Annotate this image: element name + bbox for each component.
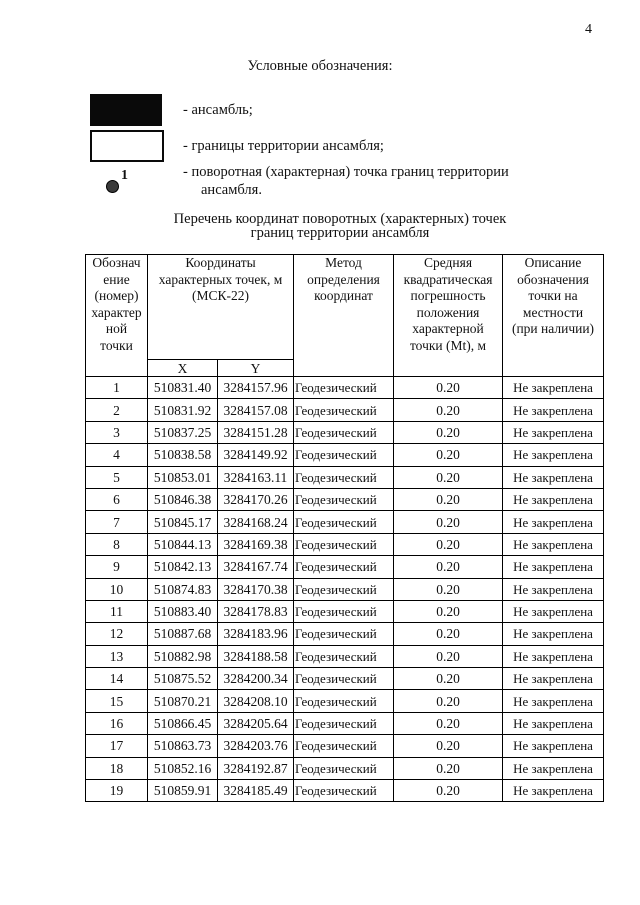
mean-error-cell: 0.20 — [394, 511, 503, 533]
point-number-cell: 1 — [86, 377, 148, 399]
method-cell: Геодезический — [294, 533, 394, 555]
legend-item-ensemble: - ансамбль; — [183, 102, 253, 118]
x-coordinate-cell: 510831.40 — [148, 377, 218, 399]
header-x: X — [148, 360, 218, 377]
table-row — [86, 488, 604, 510]
x-coordinate-cell: 510866.45 — [148, 712, 218, 734]
description-cell: Не закреплена — [503, 377, 604, 399]
mean-error-cell: 0.20 — [394, 780, 503, 802]
description-cell: Не закреплена — [503, 444, 604, 466]
description-cell: Не закреплена — [503, 421, 604, 443]
description-cell: Не закреплена — [503, 668, 604, 690]
method-cell: Геодезический — [294, 488, 394, 510]
description-cell: Не закреплена — [503, 757, 604, 779]
x-coordinate-cell: 510874.83 — [148, 578, 218, 600]
method-cell: Геодезический — [294, 780, 394, 802]
header-point-number: Обознач ение (номер) характер ной точки — [86, 255, 148, 377]
description-cell: Не закреплена — [503, 466, 604, 488]
x-coordinate-cell: 510838.58 — [148, 444, 218, 466]
method-cell: Геодезический — [294, 645, 394, 667]
mean-error-cell: 0.20 — [394, 757, 503, 779]
y-coordinate-cell: 3284151.28 — [218, 421, 294, 443]
point-number-cell: 11 — [86, 600, 148, 622]
y-coordinate-cell: 3284149.92 — [218, 444, 294, 466]
table-row — [86, 556, 604, 578]
y-coordinate-cell: 3284200.34 — [218, 668, 294, 690]
description-cell: Не закреплена — [503, 556, 604, 578]
x-coordinate-cell: 510831.92 — [148, 399, 218, 421]
point-number-cell: 18 — [86, 757, 148, 779]
legend-item-turning-point-line2: ансамбля. — [201, 182, 262, 198]
page-number: 4 — [585, 22, 592, 37]
y-coordinate-cell: 3284192.87 — [218, 757, 294, 779]
description-cell: Не закреплена — [503, 488, 604, 510]
ensemble-symbol-icon — [90, 94, 162, 126]
x-coordinate-cell: 510875.52 — [148, 668, 218, 690]
table-row — [86, 600, 604, 622]
y-coordinate-cell: 3284157.96 — [218, 377, 294, 399]
table-row — [86, 511, 604, 533]
mean-error-cell: 0.20 — [394, 444, 503, 466]
table-row — [86, 735, 604, 757]
x-coordinate-cell: 510887.68 — [148, 623, 218, 645]
method-cell: Геодезический — [294, 377, 394, 399]
x-coordinate-cell: 510846.38 — [148, 488, 218, 510]
y-coordinate-cell: 3284208.10 — [218, 690, 294, 712]
method-cell: Геодезический — [294, 444, 394, 466]
point-number-cell: 6 — [86, 488, 148, 510]
x-coordinate-cell: 510842.13 — [148, 556, 218, 578]
y-coordinate-cell: 3284178.83 — [218, 600, 294, 622]
description-cell: Не закреплена — [503, 735, 604, 757]
legend-item-turning-point — [183, 163, 563, 199]
table-row — [86, 645, 604, 667]
boundary-symbol-icon — [90, 130, 164, 162]
description-cell: Не закреплена — [503, 645, 604, 667]
legend-title: Условные обозначения: — [247, 58, 393, 74]
mean-error-cell: 0.20 — [394, 488, 503, 510]
y-coordinate-cell: 3284157.08 — [218, 399, 294, 421]
method-cell: Геодезический — [294, 735, 394, 757]
method-cell: Геодезический — [294, 578, 394, 600]
y-coordinate-cell: 3284183.96 — [218, 623, 294, 645]
x-coordinate-cell: 510883.40 — [148, 600, 218, 622]
mean-error-cell: 0.20 — [394, 645, 503, 667]
point-number-cell: 2 — [86, 399, 148, 421]
legend-item-turning-point-line1: - поворотная (характерная) точка границ территории — [183, 164, 509, 180]
point-number-cell: 16 — [86, 712, 148, 734]
table-row — [86, 712, 604, 734]
x-coordinate-cell: 510844.13 — [148, 533, 218, 555]
method-cell: Геодезический — [294, 690, 394, 712]
point-number-cell: 12 — [86, 623, 148, 645]
table-row — [86, 690, 604, 712]
y-coordinate-cell: 3284188.58 — [218, 645, 294, 667]
table-row — [86, 399, 604, 421]
mean-error-cell: 0.20 — [394, 578, 503, 600]
y-coordinate-cell: 3284205.64 — [218, 712, 294, 734]
y-coordinate-cell: 3284170.26 — [218, 488, 294, 510]
method-cell: Геодезический — [294, 623, 394, 645]
y-coordinate-cell: 3284169.38 — [218, 533, 294, 555]
table-row — [86, 466, 604, 488]
mean-error-cell: 0.20 — [394, 421, 503, 443]
table-row — [86, 421, 604, 443]
coordinates-table — [85, 254, 604, 802]
point-number-cell: 14 — [86, 668, 148, 690]
point-number-cell: 3 — [86, 421, 148, 443]
y-coordinate-cell: 3284170.38 — [218, 578, 294, 600]
table-row — [86, 533, 604, 555]
turning-point-dot-icon — [106, 180, 119, 193]
description-cell: Не закреплена — [503, 780, 604, 802]
y-coordinate-cell: 3284168.24 — [218, 511, 294, 533]
x-coordinate-cell: 510859.91 — [148, 780, 218, 802]
x-coordinate-cell: 510852.16 — [148, 757, 218, 779]
y-coordinate-cell: 3284163.11 — [218, 466, 294, 488]
method-cell: Геодезический — [294, 712, 394, 734]
table-row — [86, 757, 604, 779]
y-coordinate-cell: 3284203.76 — [218, 735, 294, 757]
table-row — [86, 668, 604, 690]
x-coordinate-cell: 510870.21 — [148, 690, 218, 712]
x-coordinate-cell: 510863.73 — [148, 735, 218, 757]
description-cell: Не закреплена — [503, 511, 604, 533]
y-coordinate-cell: 3284185.49 — [218, 780, 294, 802]
mean-error-cell: 0.20 — [394, 712, 503, 734]
x-coordinate-cell: 510882.98 — [148, 645, 218, 667]
mean-error-cell: 0.20 — [394, 556, 503, 578]
table-row — [86, 578, 604, 600]
point-number-cell: 9 — [86, 556, 148, 578]
header-description: Описание обозначения точки на местности (при наличии) — [503, 255, 604, 377]
method-cell: Геодезический — [294, 757, 394, 779]
point-number-cell: 15 — [86, 690, 148, 712]
description-cell: Не закреплена — [503, 533, 604, 555]
method-cell: Геодезический — [294, 466, 394, 488]
description-cell: Не закреплена — [503, 399, 604, 421]
mean-error-cell: 0.20 — [394, 668, 503, 690]
mean-error-cell: 0.20 — [394, 466, 503, 488]
point-number-cell: 19 — [86, 780, 148, 802]
table-row — [86, 623, 604, 645]
method-cell: Геодезический — [294, 556, 394, 578]
list-title-line1: Перечень координат поворотных (характерных) точек — [173, 211, 507, 227]
method-cell: Геодезический — [294, 668, 394, 690]
point-number-cell: 4 — [86, 444, 148, 466]
table-row — [86, 377, 604, 399]
mean-error-cell: 0.20 — [394, 690, 503, 712]
method-cell: Геодезический — [294, 511, 394, 533]
list-title — [0, 212, 640, 240]
header-coordinates: Координаты характерных точек, м (МСК-22) — [148, 255, 294, 360]
mean-error-cell: 0.20 — [394, 377, 503, 399]
mean-error-cell: 0.20 — [394, 623, 503, 645]
description-cell: Не закреплена — [503, 690, 604, 712]
point-number-cell: 5 — [86, 466, 148, 488]
mean-error-cell: 0.20 — [394, 399, 503, 421]
method-cell: Геодезический — [294, 600, 394, 622]
description-cell: Не закреплена — [503, 578, 604, 600]
point-number-cell: 10 — [86, 578, 148, 600]
method-cell: Геодезический — [294, 421, 394, 443]
x-coordinate-cell: 510845.17 — [148, 511, 218, 533]
y-coordinate-cell: 3284167.74 — [218, 556, 294, 578]
header-y: Y — [218, 360, 294, 377]
legend-item-boundary: - границы территории ансамбля; — [183, 138, 384, 154]
x-coordinate-cell: 510837.25 — [148, 421, 218, 443]
mean-error-cell: 0.20 — [394, 533, 503, 555]
point-number-cell: 7 — [86, 511, 148, 533]
table-row — [86, 780, 604, 802]
description-cell: Не закреплена — [503, 712, 604, 734]
mean-error-cell: 0.20 — [394, 735, 503, 757]
method-cell: Геодезический — [294, 399, 394, 421]
description-cell: Не закреплена — [503, 600, 604, 622]
list-title-line2: границ территории ансамбля — [250, 225, 430, 241]
description-cell: Не закреплена — [503, 623, 604, 645]
turning-point-superscript: 1 — [121, 168, 128, 183]
header-method: Метод определения координат — [294, 255, 394, 377]
point-number-cell: 13 — [86, 645, 148, 667]
header-mean-error: Средняя квадратическая погрешность положения характерной точки (Mt), м — [394, 255, 503, 377]
table-row — [86, 444, 604, 466]
mean-error-cell: 0.20 — [394, 600, 503, 622]
point-number-cell: 17 — [86, 735, 148, 757]
x-coordinate-cell: 510853.01 — [148, 466, 218, 488]
point-number-cell: 8 — [86, 533, 148, 555]
